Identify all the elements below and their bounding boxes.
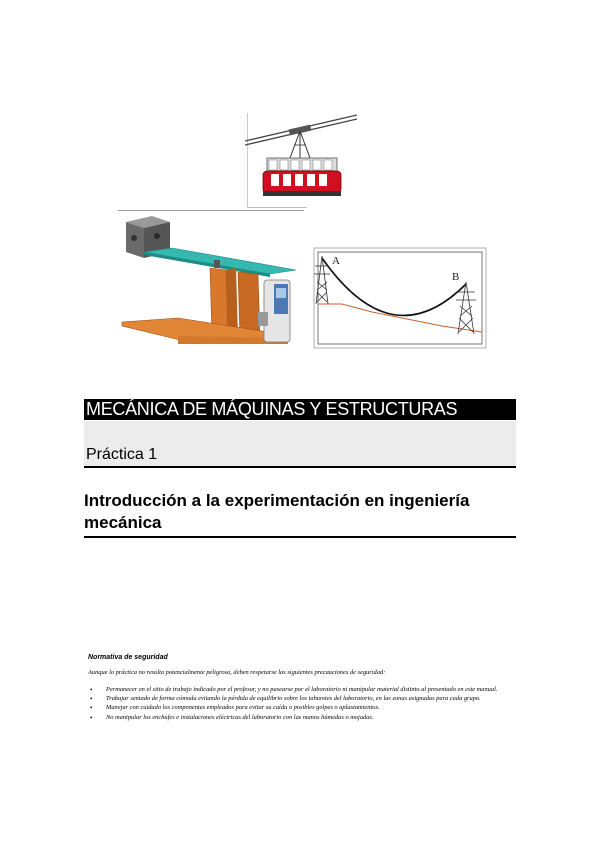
list-item-text: No manipular los enchufes e instalaciones eléctricas del laboratorio con las manos húmedas o mojadas. bbox=[106, 713, 374, 721]
list-item bbox=[88, 686, 518, 695]
safety-intro: Aunque la práctica no resulta potencialmente peligrosa, deben respetarse las siguientes precauciones de seguridad: bbox=[88, 669, 386, 676]
bullet-icon: • bbox=[90, 704, 93, 713]
safety-heading: Normativa de seguridad bbox=[88, 654, 168, 661]
practice-header bbox=[84, 421, 516, 468]
list-item-text: Manejar con cuidado los componentes empleados para evitar su caída o posibles golpes o aplastamientos. bbox=[106, 704, 380, 712]
course-title: MECÁNICA DE MÁQUINAS Y ESTRUCTURAS bbox=[84, 399, 516, 420]
list-item-text: Trabajar sentado de forma cómoda evitando la pérdida de equilibrio sobre los taburetes del laboratorio, en las zonas asignadas para cada grupo. bbox=[106, 695, 481, 703]
point-label-a: A bbox=[332, 255, 340, 267]
bullet-icon: • bbox=[90, 713, 93, 722]
safety-list bbox=[88, 686, 518, 723]
bullet-icon: • bbox=[90, 695, 93, 704]
subtitle-divider bbox=[84, 536, 516, 538]
power-line-catenary-diagram bbox=[312, 246, 488, 350]
list-item-text: Permanecer en el sitio de trabajo indicado por el profesor, y no pasearse por el laboratorio ni manipular material distinto al presentado en este manual. bbox=[106, 686, 498, 693]
point-label-b: B bbox=[452, 271, 460, 283]
cable-car-illustration bbox=[245, 113, 357, 208]
list-item bbox=[88, 714, 518, 723]
practice-subtitle: Introducción a la experimentación en ingeniería mecánica bbox=[84, 491, 470, 532]
practice-number: Práctica 1 bbox=[86, 446, 158, 463]
list-item bbox=[88, 704, 518, 713]
list-item bbox=[88, 695, 518, 704]
lever-apparatus-illustration bbox=[118, 208, 306, 352]
bullet-icon: • bbox=[90, 686, 93, 694]
